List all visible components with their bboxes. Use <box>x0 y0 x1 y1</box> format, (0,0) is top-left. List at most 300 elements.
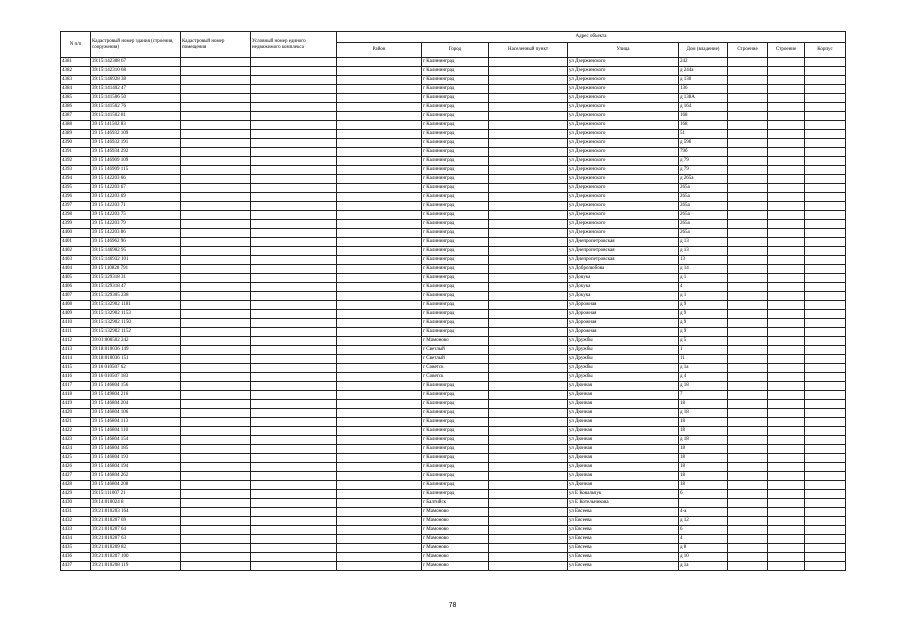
cell-building <box>728 517 768 526</box>
cell-cadastral-building: 39 15 146804 185 <box>91 445 181 454</box>
cell-conditional-number <box>251 229 337 238</box>
cell-settlement <box>489 517 568 526</box>
cell-city: г Светлый <box>422 346 489 355</box>
cell-structure <box>768 193 805 202</box>
table-row <box>61 256 846 265</box>
cell-korpus <box>805 166 846 175</box>
cell-structure <box>768 256 805 265</box>
cell-structure <box>768 283 805 292</box>
cell-district <box>337 463 422 472</box>
table-row <box>61 130 846 139</box>
cell-city: г Калининград <box>422 112 489 121</box>
cell-cadastral-building: 39:01:000502 242 <box>91 337 181 346</box>
header-street: Улица <box>568 43 679 58</box>
cell-cadastral-building: 39 15 149804 216 <box>91 391 181 400</box>
cell-conditional-number <box>251 427 337 436</box>
cell-num: 4400 <box>61 229 91 238</box>
cell-cadastral-building: 39 15 146804 204 <box>91 400 181 409</box>
cell-district <box>337 445 422 454</box>
cell-building <box>728 301 768 310</box>
cell-settlement <box>489 121 568 130</box>
cell-city: г Калининград <box>422 238 489 247</box>
cell-conditional-number <box>251 139 337 148</box>
cell-conditional-number <box>251 202 337 211</box>
cell-building <box>728 526 768 535</box>
cell-num: 4421 <box>61 418 91 427</box>
cell-street: ул Дзержинского <box>568 157 679 166</box>
cell-district <box>337 526 422 535</box>
cell-structure <box>768 85 805 94</box>
cell-structure <box>768 94 805 103</box>
cell-building <box>728 76 768 85</box>
cell-settlement <box>489 238 568 247</box>
cell-street: ул Дзержинского <box>568 166 679 175</box>
cell-house: 4 <box>679 283 728 292</box>
cell-conditional-number <box>251 238 337 247</box>
cell-cadastral-building: 39:21:010209 82 <box>91 544 181 553</box>
cell-structure <box>768 553 805 562</box>
cell-conditional-number <box>251 418 337 427</box>
cell-cadastral-building: 39 15 146934 292 <box>91 148 181 157</box>
cell-city: г Калининград <box>422 445 489 454</box>
header-cadastral-building: Кадастровый номер здания (строения, сооружения) <box>91 32 181 58</box>
table-row <box>61 472 846 481</box>
cell-city: г Мамоново <box>422 517 489 526</box>
cell-structure <box>768 418 805 427</box>
cell-house: д 18 <box>679 382 728 391</box>
cell-cadastral-building: 39:15:132902 1181 <box>91 301 181 310</box>
cell-korpus <box>805 427 846 436</box>
cell-conditional-number <box>251 364 337 373</box>
cell-street: ул Дружбы <box>568 337 679 346</box>
cell-house: 168 <box>679 112 728 121</box>
cell-house: 136 <box>679 85 728 94</box>
cell-num: 4422 <box>61 427 91 436</box>
cell-district <box>337 94 422 103</box>
cell-district <box>337 490 422 499</box>
cell-num: 4405 <box>61 274 91 283</box>
cell-conditional-number <box>251 247 337 256</box>
cell-district <box>337 436 422 445</box>
cell-korpus <box>805 283 846 292</box>
cell-street: ул Дорожная <box>568 301 679 310</box>
cell-building <box>728 130 768 139</box>
cell-structure <box>768 247 805 256</box>
cell-num: 4402 <box>61 247 91 256</box>
cell-city: г Калининград <box>422 184 489 193</box>
cell-city: г Калининград <box>422 85 489 94</box>
cell-building <box>728 373 768 382</box>
cell-building <box>728 418 768 427</box>
cell-house: д 13 <box>679 238 728 247</box>
cell-num: 4411 <box>61 328 91 337</box>
cell-building <box>728 445 768 454</box>
cell-num: 4427 <box>61 472 91 481</box>
cell-structure <box>768 67 805 76</box>
cell-district <box>337 265 422 274</box>
cell-korpus <box>805 319 846 328</box>
cell-house: 13 <box>679 256 728 265</box>
cell-district <box>337 472 422 481</box>
table-row <box>61 373 846 382</box>
cell-conditional-number <box>251 301 337 310</box>
cell-street: ул Дзержинского <box>568 229 679 238</box>
cell-district <box>337 337 422 346</box>
cell-district <box>337 301 422 310</box>
cell-city: г Калининград <box>422 139 489 148</box>
cell-building <box>728 121 768 130</box>
cell-korpus <box>805 328 846 337</box>
cell-num: 4392 <box>61 157 91 166</box>
table-row <box>61 526 846 535</box>
cell-settlement <box>489 319 568 328</box>
cell-street: ул Днепропетровская <box>568 256 679 265</box>
cell-district <box>337 103 422 112</box>
cell-cadastral-room <box>181 112 251 121</box>
cell-settlement <box>489 436 568 445</box>
cell-korpus <box>805 490 846 499</box>
cell-structure <box>768 103 805 112</box>
cell-city: г Калининград <box>422 166 489 175</box>
cell-num: 4383 <box>61 76 91 85</box>
cell-house: 4-а <box>679 508 728 517</box>
cell-num: 4387 <box>61 112 91 121</box>
cell-cadastral-building: 39:15:132902 1150 <box>91 319 181 328</box>
cell-city: г Калининград <box>422 301 489 310</box>
cell-street: ул Дзержинского <box>568 148 679 157</box>
cell-street: ул Добролюбова <box>568 265 679 274</box>
cell-building <box>728 202 768 211</box>
cell-num: 4436 <box>61 553 91 562</box>
cell-settlement <box>489 481 568 490</box>
cell-conditional-number <box>251 157 337 166</box>
cell-conditional-number <box>251 193 337 202</box>
cell-structure <box>768 112 805 121</box>
cell-building <box>728 175 768 184</box>
cell-conditional-number <box>251 256 337 265</box>
cell-city: г Калининград <box>422 436 489 445</box>
cell-cadastral-building: 39 15 142203 66 <box>91 175 181 184</box>
cell-conditional-number <box>251 382 337 391</box>
cell-num: 4390 <box>61 139 91 148</box>
cell-korpus <box>805 112 846 121</box>
cell-street: ул Евсеева <box>568 562 679 571</box>
cell-korpus <box>805 445 846 454</box>
cell-district <box>337 211 422 220</box>
cell-house: 18 <box>679 418 728 427</box>
cell-city: г Светлый <box>422 355 489 364</box>
cell-building <box>728 310 768 319</box>
cell-cadastral-room <box>181 139 251 148</box>
cell-num: 4391 <box>61 148 91 157</box>
cell-building <box>728 391 768 400</box>
cell-conditional-number <box>251 292 337 301</box>
cell-house: 18 <box>679 463 728 472</box>
cell-cadastral-room <box>181 283 251 292</box>
cell-district <box>337 319 422 328</box>
cell-street: ул Евсеева <box>568 526 679 535</box>
cell-settlement <box>489 166 568 175</box>
cell-street: ул Дюнная <box>568 445 679 454</box>
table-row <box>61 553 846 562</box>
cell-house: 18 <box>679 400 728 409</box>
cell-korpus <box>805 301 846 310</box>
cell-settlement <box>489 85 568 94</box>
cell-structure <box>768 130 805 139</box>
cell-house: д 12 <box>679 517 728 526</box>
cell-korpus <box>805 400 846 409</box>
cell-cadastral-building: 39 15 142203 69 <box>91 193 181 202</box>
cell-street: ул Дзержинского <box>568 112 679 121</box>
cell-city: г Калининград <box>422 148 489 157</box>
cell-settlement <box>489 256 568 265</box>
cell-street: ул Евсеева <box>568 544 679 553</box>
cell-num: 4433 <box>61 526 91 535</box>
cell-settlement <box>489 175 568 184</box>
cell-num: 4396 <box>61 193 91 202</box>
cell-district <box>337 517 422 526</box>
cell-house: д 13 <box>679 247 728 256</box>
cell-korpus <box>805 220 846 229</box>
cell-num: 4437 <box>61 562 91 571</box>
cell-house: 4 <box>679 535 728 544</box>
cell-house: 168 <box>679 121 728 130</box>
cell-cadastral-room <box>181 310 251 319</box>
cell-district <box>337 481 422 490</box>
cell-cadastral-room <box>181 490 251 499</box>
cell-cadastral-building: 39:15:146932 101 <box>91 256 181 265</box>
cell-structure <box>768 310 805 319</box>
cell-settlement <box>489 391 568 400</box>
cell-conditional-number <box>251 148 337 157</box>
cell-house: 265а <box>679 193 728 202</box>
header-cadastral-room: Кадастровый номер помещения <box>181 32 251 58</box>
cell-conditional-number <box>251 436 337 445</box>
cell-korpus <box>805 535 846 544</box>
cell-settlement <box>489 445 568 454</box>
header-settlement: Населенный пункт <box>489 43 568 58</box>
cell-cadastral-room <box>181 517 251 526</box>
table-row <box>61 175 846 184</box>
cell-conditional-number <box>251 103 337 112</box>
cell-conditional-number <box>251 211 337 220</box>
cell-settlement <box>489 553 568 562</box>
cell-building <box>728 220 768 229</box>
cell-cadastral-building: 39:15:142310 68 <box>91 67 181 76</box>
table-row <box>61 481 846 490</box>
cell-structure <box>768 211 805 220</box>
cell-building <box>728 553 768 562</box>
cell-street: ул Днепропетровская <box>568 247 679 256</box>
cell-house: д 18 <box>679 436 728 445</box>
cell-settlement <box>489 355 568 364</box>
cell-structure <box>768 274 805 283</box>
cell-street: ул Дюнная <box>568 409 679 418</box>
table-row <box>61 85 846 94</box>
cell-structure <box>768 490 805 499</box>
table-header <box>61 32 846 58</box>
cell-conditional-number <box>251 76 337 85</box>
cell-conditional-number <box>251 400 337 409</box>
cell-building <box>728 409 768 418</box>
cell-building <box>728 85 768 94</box>
cell-house: д 59б <box>679 139 728 148</box>
cell-building <box>728 337 768 346</box>
cell-house: д 244а <box>679 67 728 76</box>
cell-street: ул Евсеева <box>568 508 679 517</box>
cell-district <box>337 157 422 166</box>
cell-conditional-number <box>251 526 337 535</box>
cell-cadastral-room <box>181 373 251 382</box>
table-row <box>61 319 846 328</box>
cell-settlement <box>489 283 568 292</box>
cell-num: 4381 <box>61 58 91 67</box>
cell-district <box>337 427 422 436</box>
cell-city: г Калининград <box>422 265 489 274</box>
cell-cadastral-building: 39 15 146804 194 <box>91 463 181 472</box>
cell-city: г Калининград <box>422 94 489 103</box>
table-row <box>61 346 846 355</box>
cell-district <box>337 346 422 355</box>
cell-street: ул Дюнная <box>568 481 679 490</box>
table-row <box>61 445 846 454</box>
cell-street: ул Докука <box>568 292 679 301</box>
cell-structure <box>768 175 805 184</box>
cell-conditional-number <box>251 499 337 508</box>
cell-conditional-number <box>251 355 337 364</box>
cell-cadastral-building: 39:18:010036 149 <box>91 346 181 355</box>
cell-conditional-number <box>251 58 337 67</box>
table-row <box>61 94 846 103</box>
cell-district <box>337 148 422 157</box>
header-building: Строение <box>728 43 768 58</box>
cell-settlement <box>489 94 568 103</box>
cell-num: 4434 <box>61 535 91 544</box>
cell-building <box>728 274 768 283</box>
cell-cadastral-room <box>181 535 251 544</box>
cell-street: ул Евсеева <box>568 517 679 526</box>
cell-structure <box>768 319 805 328</box>
cell-street: ул Дюнная <box>568 427 679 436</box>
header-conditional-number: Условный номер единого недвижимого комплекса <box>251 32 337 58</box>
table-row <box>61 436 846 445</box>
cell-city: г Калининград <box>422 220 489 229</box>
cell-korpus <box>805 76 846 85</box>
cell-settlement <box>489 103 568 112</box>
cell-settlement <box>489 472 568 481</box>
cell-cadastral-building: 39 15 146804 110 <box>91 427 181 436</box>
cell-city: г Балтийск <box>422 499 489 508</box>
table-row <box>61 184 846 193</box>
cell-conditional-number <box>251 94 337 103</box>
table-row <box>61 67 846 76</box>
cell-conditional-number <box>251 463 337 472</box>
cell-city: г Мамоново <box>422 535 489 544</box>
cell-building <box>728 436 768 445</box>
header-district: Район <box>337 43 422 58</box>
cell-building <box>728 328 768 337</box>
cell-conditional-number <box>251 220 337 229</box>
cell-conditional-number <box>251 472 337 481</box>
table-row <box>61 310 846 319</box>
table-row <box>61 103 846 112</box>
cell-cadastral-room <box>181 58 251 67</box>
cell-korpus <box>805 148 846 157</box>
cell-street: ул Дорожная <box>568 310 679 319</box>
cell-korpus <box>805 157 846 166</box>
cell-num: 4412 <box>61 337 91 346</box>
cell-structure <box>768 355 805 364</box>
cell-cadastral-room <box>181 445 251 454</box>
table-row <box>61 463 846 472</box>
cell-building <box>728 400 768 409</box>
cell-cadastral-building: 39 15 146932 191 <box>91 139 181 148</box>
cell-street: ул Дзержинского <box>568 139 679 148</box>
cell-street: ул Дзержинского <box>568 67 679 76</box>
table-row <box>61 265 846 274</box>
table-row <box>61 301 846 310</box>
cell-structure <box>768 148 805 157</box>
cell-house: 18 <box>679 427 728 436</box>
cell-cadastral-room <box>181 202 251 211</box>
table-row <box>61 166 846 175</box>
cell-city: г Калининград <box>422 103 489 112</box>
cell-settlement <box>489 202 568 211</box>
cell-korpus <box>805 94 846 103</box>
cell-korpus <box>805 499 846 508</box>
cell-city: г Калининград <box>422 121 489 130</box>
cell-cadastral-building: 39 15 146804 106 <box>91 409 181 418</box>
cell-structure <box>768 463 805 472</box>
cell-city: г Мамоново <box>422 337 489 346</box>
cell-cadastral-building: 39:21:010207 64 <box>91 526 181 535</box>
cell-cadastral-room <box>181 544 251 553</box>
page-number: 78 <box>448 602 457 609</box>
cell-street: ул Дзержинского <box>568 184 679 193</box>
cell-num: 4420 <box>61 409 91 418</box>
cell-building <box>728 472 768 481</box>
cell-cadastral-room <box>181 463 251 472</box>
cell-korpus <box>805 247 846 256</box>
cell-settlement <box>489 337 568 346</box>
cell-building <box>728 382 768 391</box>
cell-num: 4426 <box>61 463 91 472</box>
cell-korpus <box>805 517 846 526</box>
cell-building <box>728 148 768 157</box>
cell-house: д 18 <box>679 409 728 418</box>
cell-street: ул Дзержинского <box>568 103 679 112</box>
cell-cadastral-room <box>181 292 251 301</box>
cell-cadastral-room <box>181 238 251 247</box>
cell-settlement <box>489 499 568 508</box>
cell-building <box>728 292 768 301</box>
cell-settlement <box>489 274 568 283</box>
cell-house: д 1 <box>679 274 728 283</box>
cell-num: 4428 <box>61 481 91 490</box>
cell-district <box>337 139 422 148</box>
cell-conditional-number <box>251 310 337 319</box>
cell-district <box>337 454 422 463</box>
cell-structure <box>768 400 805 409</box>
cell-district <box>337 283 422 292</box>
cell-cadastral-building: 39:15:146928 38 <box>91 76 181 85</box>
cell-building <box>728 184 768 193</box>
cell-conditional-number <box>251 553 337 562</box>
cell-district <box>337 409 422 418</box>
cell-cadastral-building: 39 15 146909 109 <box>91 157 181 166</box>
cell-num: 4385 <box>61 94 91 103</box>
cell-num: 4415 <box>61 364 91 373</box>
